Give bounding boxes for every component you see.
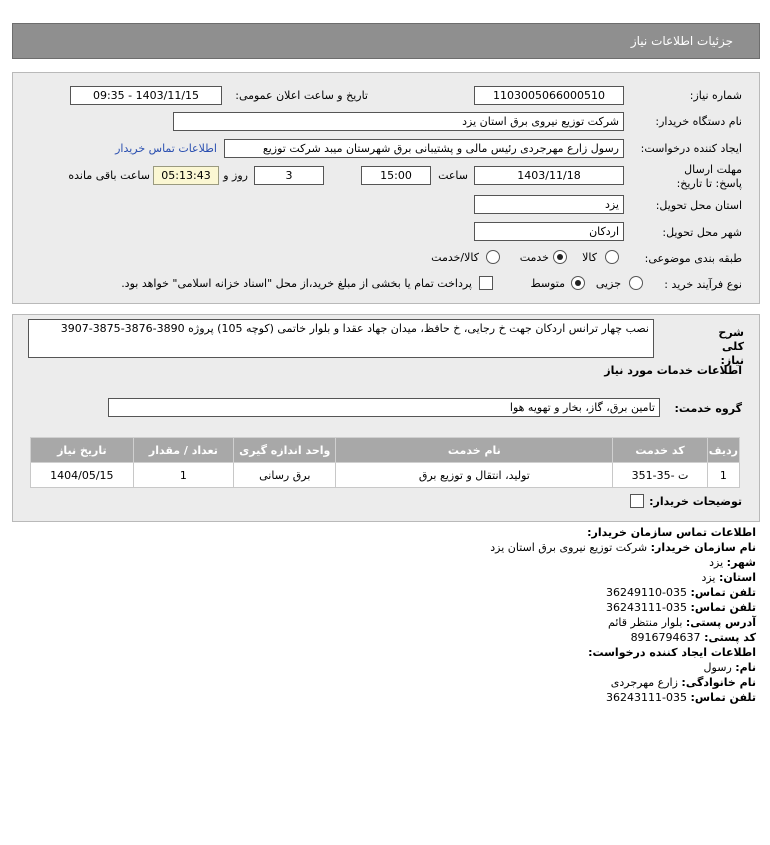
province-label: استان محل تحویل: — [655, 199, 742, 212]
description-field: نصب چهار ترانس اردکان جهت خ رجایی، خ حافظ، میدان جهاد عقدا و بلوار خاتمی (کوچه 105) پروژه 3890-3876-3875-3907 — [28, 319, 654, 358]
cell-need-date: 1404/05/15 — [31, 463, 134, 488]
contact-title: اطلاعات تماس سازمان خریدار: — [587, 526, 756, 539]
buyer-notes-label: توضیحات خریدار: — [649, 495, 742, 508]
category-option-service: خدمت — [519, 251, 549, 264]
service-group-field: تامین برق، گاز، بخار و تهویه هوا — [108, 398, 660, 417]
creator-name: نام: رسول — [703, 661, 756, 674]
category-radio-goods-service[interactable] — [486, 250, 500, 264]
contact-address: آدرس پستی: بلوار منتظر قائم — [608, 616, 756, 629]
purchase-option-medium: متوسط — [530, 277, 565, 290]
need-info-panel — [12, 72, 760, 304]
contact-phone-2: تلفن تماس: 035-36243111 — [606, 601, 756, 614]
need-number-label: شماره نیاز: — [689, 89, 742, 102]
creator-info-title: اطلاعات ایجاد کننده درخواست: — [588, 646, 756, 659]
treasury-payment-checkbox[interactable] — [479, 276, 493, 290]
purchase-radio-medium[interactable] — [571, 276, 585, 290]
contact-province: استان: یزد — [701, 571, 756, 584]
creator-label: ایجاد کننده درخواست: — [640, 142, 742, 155]
category-radio-goods[interactable] — [605, 250, 619, 264]
buyer-notes-checkbox[interactable] — [630, 494, 644, 508]
category-radio-service[interactable] — [553, 250, 567, 264]
cell-row: 1 — [707, 463, 739, 488]
days-label: روز و — [223, 169, 248, 182]
cell-quantity: 1 — [133, 463, 233, 488]
purchase-radio-minor[interactable] — [629, 276, 643, 290]
page-title: جزئیات اطلاعات نیاز — [630, 34, 733, 48]
contact-phone-1: تلفن تماس: 035-36249110 — [606, 586, 756, 599]
creator-field: رسول زارع مهرجردی رئیس مالی و پشتیبانی برق شهرستان میبد شرکت توزیع — [224, 139, 624, 158]
announce-label: تاریخ و ساعت اعلان عمومی: — [235, 89, 368, 102]
category-label: طبقه بندی موضوعی: — [644, 252, 742, 265]
days-field: 3 — [254, 166, 324, 185]
description-label: شرح کلی نیاز: — [718, 326, 744, 367]
col-service-code: کد خدمت — [613, 438, 708, 463]
col-service-name: نام خدمت — [336, 438, 613, 463]
creator-phone: تلفن تماس: 035-36243111 — [606, 691, 756, 704]
cell-unit: برق رسانی — [234, 463, 336, 488]
contact-postal-code: کد پستی: 8916794637 — [630, 631, 756, 644]
creator-family: نام خانوادگی: زارع مهرجردی — [610, 676, 756, 689]
city-label: شهر محل تحویل: — [662, 226, 742, 239]
page-header — [12, 23, 760, 59]
need-number-field: 1103005066000510 — [474, 86, 624, 105]
city-field: اردکان — [474, 222, 624, 241]
purchase-option-minor: جزیی — [595, 277, 621, 290]
services-table — [30, 437, 740, 488]
col-quantity: تعداد / مقدار — [133, 438, 233, 463]
cell-service-code: ت -35-351 — [613, 463, 708, 488]
contact-org: نام سازمان خریدار: شرکت توزیع نیروی برق استان یزد — [490, 541, 756, 554]
buyer-org-field: شرکت توزیع نیروی برق استان یزد — [173, 112, 624, 131]
treasury-payment-note: پرداخت تمام یا بخشی از مبلغ خرید،از محل "اسناد خزانه اسلامی" خواهد بود. — [121, 277, 472, 290]
remaining-time-field: 05:13:43 — [153, 166, 219, 185]
announce-field: 1403/11/15 - 09:35 — [70, 86, 222, 105]
deadline-label: مهلت ارسال پاسخ: تا تاریخ: — [676, 163, 742, 190]
col-need-date: تاریخ نیاز — [31, 438, 134, 463]
category-option-goods-service: کالا/خدمت — [431, 251, 479, 264]
purchase-type-label: نوع فرآیند خرید : — [664, 278, 742, 291]
deadline-time-field: 15:00 — [361, 166, 431, 185]
contact-city: شهر: یزد — [709, 556, 756, 569]
buyer-org-label: نام دستگاه خریدار: — [655, 115, 742, 128]
buyer-contact-link[interactable]: اطلاعات تماس خریدار — [115, 142, 217, 155]
services-section-title: اطلاعات خدمات مورد نیاز — [604, 364, 742, 377]
service-group-label: گروه خدمت: — [674, 402, 742, 415]
table-header-row — [31, 438, 740, 463]
category-option-goods: کالا — [582, 251, 597, 264]
remaining-label: ساعت باقی مانده — [68, 169, 150, 182]
col-unit: واحد اندازه گیری — [234, 438, 336, 463]
col-row: ردیف — [707, 438, 739, 463]
deadline-time-label: ساعت — [438, 169, 468, 182]
province-field: یزد — [474, 195, 624, 214]
deadline-date-field: 1403/11/18 — [474, 166, 624, 185]
cell-service-name: تولید، انتقال و توزیع برق — [336, 463, 613, 488]
table-row — [31, 463, 740, 488]
